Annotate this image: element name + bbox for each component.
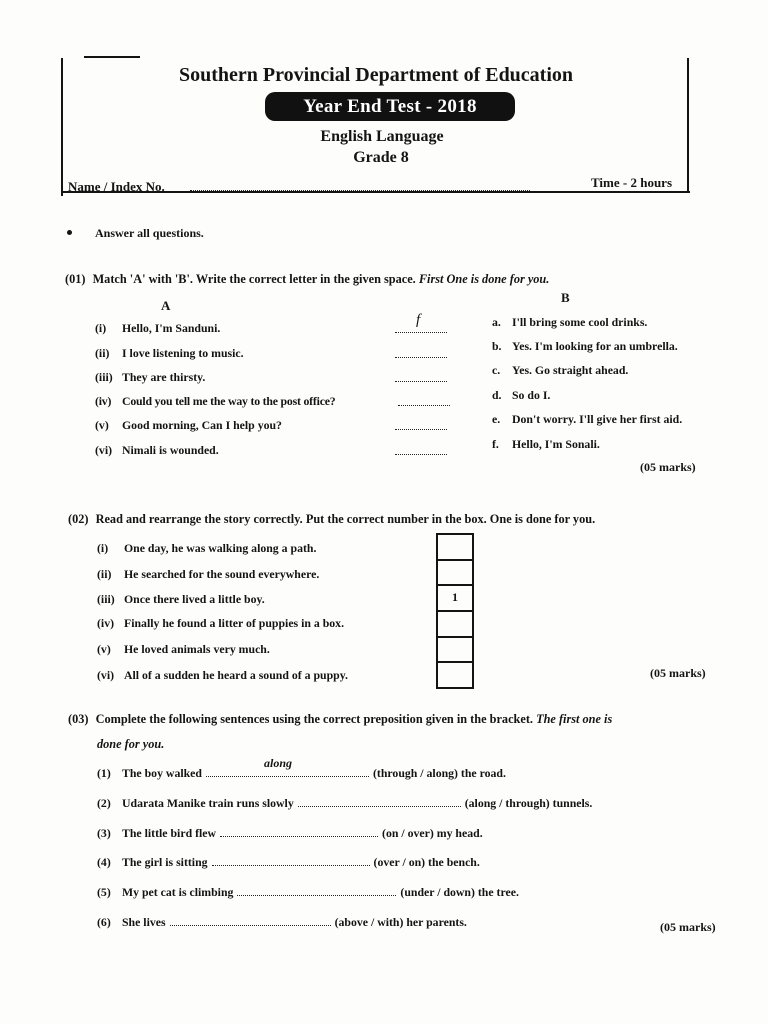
- q1-item-a-number: (ii): [95, 346, 110, 360]
- q3-answer-blank-6[interactable]: [170, 914, 331, 926]
- q3-sentence-after: (above / with) her parents.: [334, 915, 467, 929]
- q2-sentence-text: Once there lived a little boy.: [124, 592, 265, 606]
- q3-handwritten-answer: along: [263, 756, 292, 770]
- q3-sentence-number: (4): [97, 855, 111, 869]
- grade-title: Grade 8: [353, 149, 409, 166]
- q2-answer-box-2[interactable]: [438, 559, 472, 585]
- name-index-label: Name / Index No.: [68, 179, 165, 194]
- q1-marks: (05 marks): [640, 460, 696, 474]
- q2-sentence-number: (iv): [97, 616, 115, 630]
- q1-item-a-4: [95, 394, 335, 408]
- q2-answer-box-4[interactable]: [438, 610, 472, 636]
- q3-sentence-after: (along / through) tunnels.: [464, 796, 593, 810]
- q1-item-a-number: (vi): [95, 443, 113, 457]
- q3-sentence-4: [97, 854, 480, 869]
- exam-title-banner: [265, 92, 515, 121]
- q2-sentence-text: All of a sudden he heard a sound of a puppy.: [124, 668, 348, 682]
- q3-sentence-number: (2): [97, 796, 111, 810]
- q2-prompt-text: Read and rearrange the story correctly. Put the correct number in the box. One is done for you.: [95, 512, 596, 526]
- q1-item-a-number: (i): [95, 321, 107, 335]
- q1-item-b-6: [492, 437, 600, 451]
- q2-prompt: [68, 512, 595, 526]
- q1-item-b-text: Yes. I'm looking for an umbrella.: [512, 339, 678, 353]
- q2-answer-box-1[interactable]: [438, 535, 472, 559]
- q2-number: (02): [68, 512, 89, 526]
- q2-answer-box-5[interactable]: [438, 636, 472, 662]
- q2-sentence-text: He searched for the sound everywhere.: [124, 567, 320, 581]
- q1-item-a-text: Hello, I'm Sanduni.: [122, 321, 221, 335]
- q1-item-b-letter: b.: [492, 339, 502, 353]
- instruction-text: Answer all questions.: [95, 226, 204, 240]
- q3-answer-blank-3[interactable]: [220, 825, 378, 837]
- q2-answer-boxes: [436, 533, 474, 689]
- q1-item-a-number: (iii): [95, 370, 113, 384]
- q1-number: (01): [65, 272, 86, 286]
- q2-sentence-number: (iii): [97, 592, 115, 606]
- q3-sentence-1: [97, 756, 506, 780]
- q1-item-a-text: They are thirsty.: [122, 370, 206, 384]
- q3-sentence-5: [97, 884, 519, 899]
- q1-item-b-1: [492, 315, 647, 329]
- q3-sentence-before: The little bird flew: [122, 826, 217, 840]
- q1-item-b-letter: a.: [492, 315, 501, 329]
- q2-answer-box-6[interactable]: [438, 661, 472, 687]
- q3-prompt-note-line1: The first one is: [536, 712, 613, 726]
- q2-sentence-number: (i): [97, 541, 109, 555]
- q1-item-a-3: [95, 370, 205, 384]
- scan-mark: [84, 56, 140, 58]
- q3-sentence-3: [97, 825, 483, 840]
- q2-sentence-text: Finally he found a litter of puppies in a box.: [124, 616, 345, 630]
- q1-prompt-note: First One is done for you.: [418, 272, 550, 286]
- q2-answer-box-3[interactable]: 1: [438, 584, 472, 610]
- q1-item-a-5: [95, 418, 282, 432]
- q3-sentence-before: She lives: [122, 915, 166, 929]
- name-index-blank[interactable]: [190, 180, 530, 191]
- q2-sentence-text: One day, he was walking along a path.: [124, 541, 317, 555]
- q1-item-b-letter: d.: [492, 388, 502, 402]
- q3-sentence-number: (5): [97, 885, 111, 899]
- q1-item-a-number: (iv): [95, 394, 112, 408]
- q3-prompt-text: Complete the following sentences using the correct preposition given in the bracket.: [95, 712, 533, 726]
- q3-number: (03): [68, 712, 89, 726]
- q1-answer-blank-5[interactable]: [395, 418, 447, 430]
- q3-sentence-before: The girl is sitting: [122, 855, 208, 869]
- q3-prompt-note-line2: done for you.: [97, 737, 165, 751]
- q3-sentence-number: (6): [97, 915, 111, 929]
- q1-item-a-6: [95, 443, 219, 457]
- subject-title: English Language: [320, 128, 444, 145]
- q1-prompt-text: Match 'A' with 'B'. Write the correct letter in the given space.: [92, 272, 416, 286]
- q1-item-b-5: [492, 412, 682, 426]
- q1-item-b-text: I'll bring some cool drinks.: [512, 315, 648, 329]
- q3-sentence-2: [97, 795, 592, 810]
- q1-answer-blank-3[interactable]: [395, 370, 447, 382]
- q1-item-b-2: [492, 339, 678, 353]
- q1-answer-blank-6[interactable]: [395, 443, 447, 455]
- q2-sentence-text: He loved animals very much.: [124, 642, 270, 656]
- q1-item-b-text: Don't worry. I'll give her first aid.: [512, 412, 683, 426]
- q3-sentence-before: The boy walked: [122, 766, 202, 780]
- q1-item-a-text: Nimali is wounded.: [122, 443, 219, 457]
- q3-sentence-after: (on / over) my head.: [382, 826, 483, 840]
- q1-item-a-text: Could you tell me the way to the post office?: [122, 394, 336, 408]
- q1-item-b-letter: f.: [492, 437, 499, 451]
- q2-sentence-1: [97, 541, 316, 555]
- q3-sentence-after: (under / down) the tree.: [400, 885, 519, 899]
- bullet-icon: [67, 230, 72, 235]
- q3-answer-blank-1[interactable]: [206, 756, 369, 777]
- q1-answer-blank-1[interactable]: [395, 312, 447, 333]
- q3-sentence-number: (1): [97, 766, 111, 780]
- q1-answer-blank-2[interactable]: [395, 346, 447, 358]
- q3-answer-blank-5[interactable]: [237, 884, 396, 896]
- q1-item-b-3: [492, 363, 628, 377]
- q2-marks: (05 marks): [650, 666, 706, 680]
- q1-handwritten-answer: f: [416, 312, 421, 328]
- department-title: Southern Provincial Department of Education: [178, 64, 574, 86]
- q1-item-a-text: I love listening to music.: [122, 346, 244, 360]
- q2-sentence-number: (ii): [97, 567, 112, 581]
- q1-prompt: [65, 272, 549, 286]
- q3-sentence-before: Udarata Manike train runs slowly: [122, 796, 294, 810]
- q2-sentence-number: (v): [97, 642, 111, 656]
- q2-sentence-5: [97, 642, 270, 656]
- q1-heading-a: A: [161, 298, 171, 313]
- q2-sentence-3: [97, 592, 265, 606]
- q2-sentence-4: [97, 616, 344, 630]
- q1-item-b-text: So do I.: [512, 388, 551, 402]
- q3-answer-blank-2[interactable]: [298, 795, 461, 807]
- q1-item-b-letter: e.: [492, 412, 501, 426]
- q3-sentence-6: [97, 914, 467, 929]
- q2-sentence-number: (vi): [97, 668, 115, 682]
- q1-item-b-text: Yes. Go straight ahead.: [512, 363, 629, 377]
- q3-sentence-after: (over / on) the bench.: [373, 855, 480, 869]
- q3-prompt: [68, 712, 612, 726]
- q2-sentence-2: [97, 567, 319, 581]
- q1-item-a-text: Good morning, Can I help you?: [122, 418, 282, 432]
- q3-marks: (05 marks): [660, 920, 716, 934]
- q1-heading-b: B: [561, 290, 570, 305]
- q1-item-a-1: [95, 321, 220, 335]
- q3-sentence-after: (through / along) the road.: [372, 766, 506, 780]
- q3-sentence-number: (3): [97, 826, 111, 840]
- q2-sentence-6: [97, 668, 348, 682]
- q3-sentence-before: My pet cat is climbing: [122, 885, 234, 899]
- time-allowed: Time - 2 hours: [591, 175, 673, 190]
- q1-item-a-2: [95, 346, 244, 360]
- exam-title: Year End Test - 2018: [303, 96, 477, 117]
- q3-answer-blank-4[interactable]: [212, 854, 370, 866]
- q1-item-b-letter: c.: [492, 363, 501, 377]
- q1-answer-blank-4[interactable]: [398, 394, 450, 406]
- q1-item-b-4: [492, 388, 550, 402]
- q1-item-a-number: (v): [95, 418, 109, 432]
- q1-item-b-text: Hello, I'm Sonali.: [512, 437, 600, 451]
